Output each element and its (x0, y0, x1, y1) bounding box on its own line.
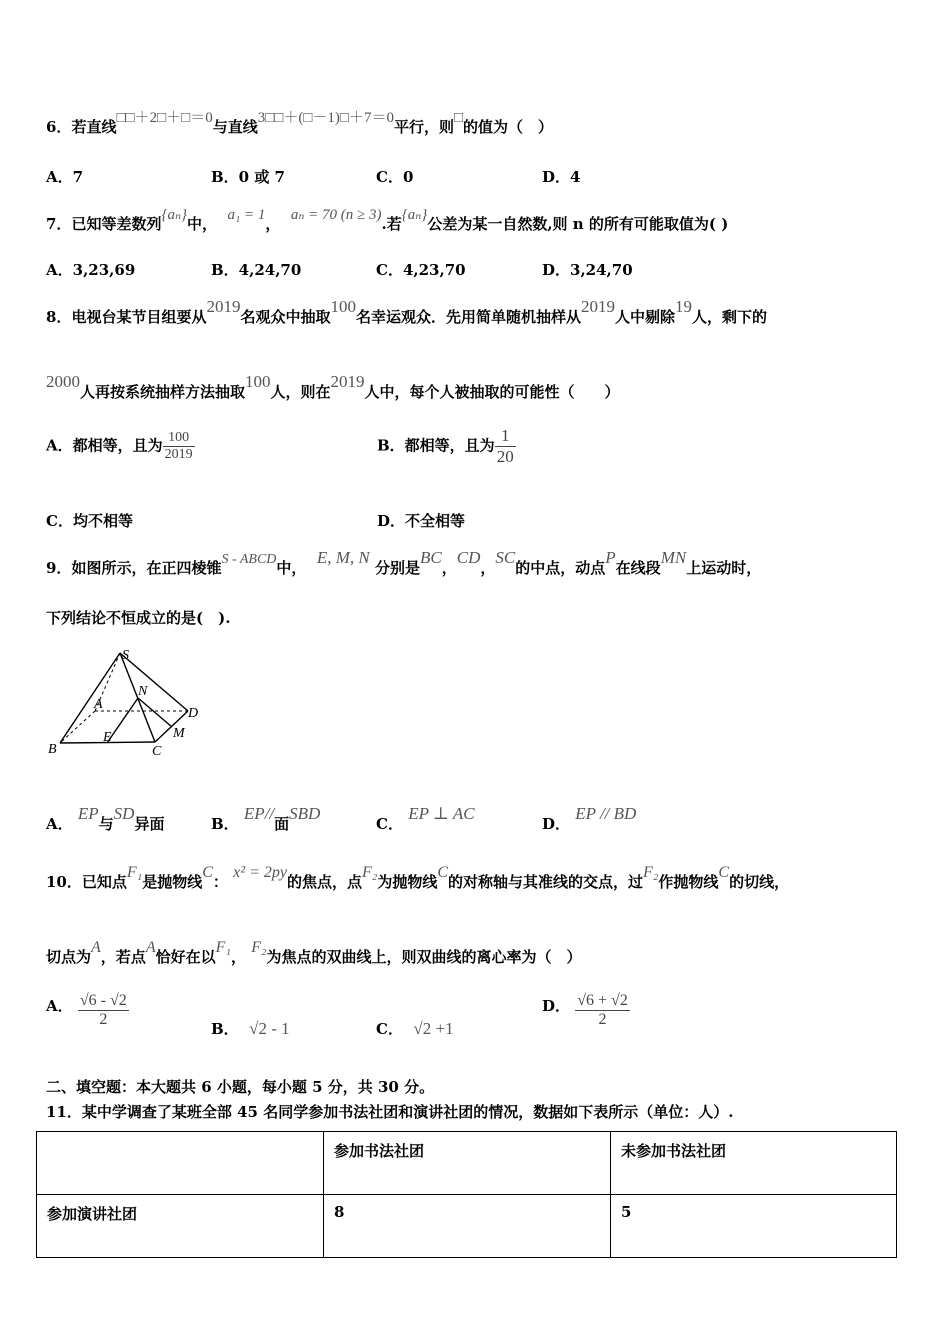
q6-option-b: B．0 或 7 (211, 168, 285, 186)
q9-stem-line2: 下列结论不恒成立的是( ). (46, 609, 231, 627)
table-cell: 参加演讲社团 (37, 1195, 324, 1258)
q9-option-b: B． EP//面SBD (211, 804, 321, 833)
label-E: E (103, 730, 112, 745)
q6-eq1: □□＋2□＋□＝0 (116, 110, 213, 126)
table-cell: 参加书法社团 (324, 1132, 611, 1195)
label-B: B (48, 742, 57, 757)
table-cell: 8 (324, 1195, 611, 1258)
q10-option-d: D． $\frac{√6 + √2}{2}$ (542, 992, 628, 1028)
q8-option-b: B．都相等，且为 $\frac{1}{20}$ (377, 426, 514, 466)
pyramid-figure (40, 645, 210, 760)
q11-table (36, 1131, 897, 1258)
section-heading: 二、填空题：本大题共 6 小题，每小题 5 分，共 30 分。 (46, 1078, 435, 1096)
q7-option-c: C．4,23,70 (376, 261, 466, 279)
q6-eq2: 3□□＋(□－1)□＋7＝0 (257, 110, 394, 126)
segment-EN (107, 698, 138, 743)
label-D: D (188, 706, 199, 721)
table-cell: 5 (611, 1195, 897, 1258)
q8-option-c: C．均不相等 (46, 512, 133, 530)
q10-option-c: C． √2 +1 (376, 1019, 454, 1038)
q8-stem-line2: 2000人再按系统抽样方法抽取100人，则在2019人中，每个人被抽取的可能性（ ） (46, 372, 620, 401)
edge-SD (120, 653, 188, 711)
q10-option-a: A． $\frac{√6 - √2}{2}$ (46, 992, 127, 1028)
q8-stem-line1: 8．电视台某节目组要从2019名观众中抽取100名幸运观众．先用简单随机抽样从2019人中剔除19人，剩下的 (46, 297, 768, 326)
q7-option-d: D．3,24,70 (542, 261, 633, 279)
q9-stem-line1: 9．如图所示，在正四棱锥S - ABCD中， E, M, N 分别是BC，CD，SC的中点，动点P在线段MN上运动时， (46, 548, 762, 577)
q7-option-a: A．3,23,69 (46, 261, 136, 279)
q9-option-d: D． EP // BD (542, 804, 637, 833)
q6-option-a: A．7 (46, 168, 84, 186)
q10-stem-line1: 10．已知点F₁是抛物线C： x² = 2py的焦点，点F₂为抛物线C的对称轴与其准线的交点，过F₂作抛物线C的切线， (46, 864, 790, 891)
q6-option-c: C．0 (376, 168, 414, 186)
q10-option-b: B． √2 - 1 (211, 1019, 290, 1038)
label-N: N (138, 684, 148, 699)
label-C: C (152, 744, 162, 759)
q7-stem: 7．已知等差数列{aₙ}中， a₁ = 1， aₙ = 70 (n ≥ 3).若{aₙ}公差为某一自然数,则 n 的所有可能取值为( ) (46, 207, 729, 233)
q6-option-d: D．4 (542, 168, 581, 186)
q11-stem: 11．某中学调查了某班全部 45 名同学参加书法社团和演讲社团的情况，数据如下表所示（单位：人）. (46, 1103, 734, 1121)
q7-option-b: B．4,24,70 (211, 261, 302, 279)
q10-stem-line2: 切点为A，若点A恰好在以F₁， F₂为焦点的双曲线上，则双曲线的离心率为（ ） (46, 939, 582, 966)
label-S: S (122, 648, 129, 663)
q6-stem: 6．若直线□□＋2□＋□＝0与直线3□□＋(□－1)□＋7＝0平行，则□的值为（ ） (46, 110, 554, 136)
table-row (37, 1195, 897, 1258)
table-cell: 未参加书法社团 (611, 1132, 897, 1195)
label-M: M (173, 726, 185, 741)
table-header-row (37, 1132, 897, 1195)
q9-option-c: C． EP ⊥ AC (376, 804, 475, 833)
q8-option-a: A．都相等，且为 $\frac{100}{2019}$ (46, 430, 193, 462)
q8-option-d: D．不全相等 (377, 512, 466, 530)
label-A: A (94, 697, 103, 712)
table-cell (37, 1132, 324, 1195)
q9-option-a: A． EP与SD异面 (46, 804, 165, 833)
